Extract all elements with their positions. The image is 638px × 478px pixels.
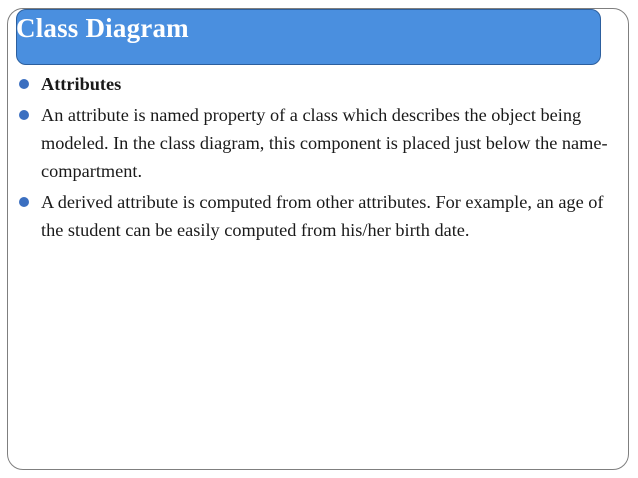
bullet-item-attributes <box>16 70 616 98</box>
bullet-list <box>16 70 616 247</box>
bullet-dot-icon <box>19 110 29 120</box>
slide-title: Class Diagram <box>16 13 189 43</box>
bullet-dot-icon <box>19 79 29 89</box>
bullet-dot-icon <box>19 197 29 207</box>
bullet-text: Attributes <box>41 74 122 94</box>
bullet-item-attribute-definition <box>16 101 616 185</box>
bullet-text: A derived attribute is computed from other attributes. For example, an age of the student can be easily computed from his/her birth date. <box>41 192 604 240</box>
bullet-item-derived-attribute <box>16 188 616 244</box>
bullet-text: An attribute is named property of a class which describes the object being modeled. In the class diagram, this component is placed just below the name-compartment. <box>41 105 608 181</box>
